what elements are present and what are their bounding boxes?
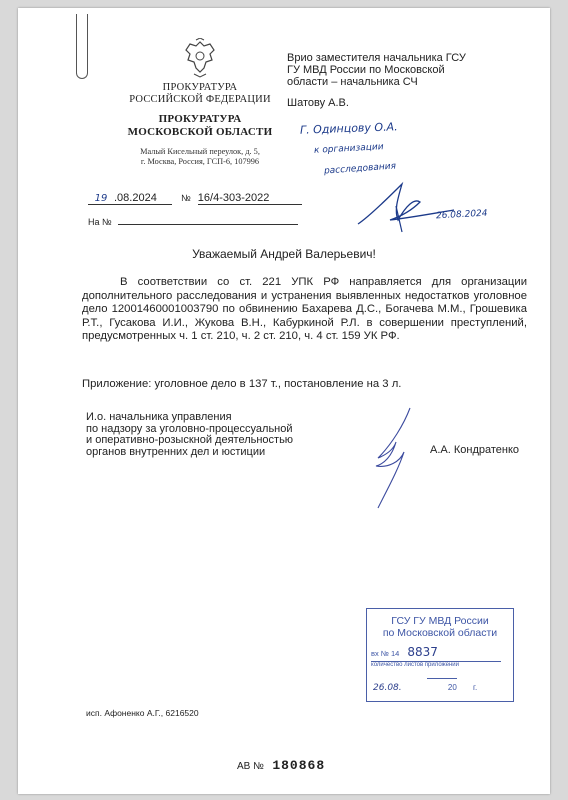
attachment-line: Приложение: уголовное дело в 137 т., постановление на 3 л. [82,378,402,390]
resolution-date: 26.08.2024 [435,208,488,222]
reference-date: .08.2024 [114,192,172,205]
addressee-line1: Врио заместителя начальника ГСУ [287,52,466,64]
registration-stamp [366,608,514,702]
reference-na-line [118,215,298,225]
reference-day: 19 [94,193,108,204]
reference-no-label: № [181,193,191,203]
reference-na-row [88,215,298,227]
reference-row [88,192,302,205]
stamp-in-row [371,645,513,659]
signature-name: А.А. Кондратенко [430,444,520,456]
serial-label: АВ № [237,761,264,772]
organization-header [88,82,312,167]
serial-row [237,756,325,774]
addressee-line3: области – начальника СЧ [287,76,418,88]
stamp-in-number: 8837 [407,645,438,659]
addressee-line2: ГУ МВД России по Московской [287,64,445,76]
org-address-line2: г. Москва, Россия, ГСП-6, 107996 [140,157,260,166]
org-name-bold2: МОСКОВСКОЙ ОБЛАСТИ [127,126,273,138]
greeting: Уважаемый Андрей Валерьевич! [192,247,376,261]
resolution-line3: расследования [323,161,397,177]
reference-number: 16/4-303-2022 [198,192,302,205]
signature-title-line2: по надзору за уголовно-процессуальной [86,422,293,435]
reference-na-label: На № [88,217,112,227]
executor-line: исп. Афоненко А.Г., 6216520 [86,708,199,718]
main-paragraph: В соответствии со ст. 221 УПК РФ направляется для организации дополнительного расследования и устранения выявленных недостатков уголовное дело 12001460001003790 по обвинению Бахарева Д.С., Богачева М.М., Грошевика Р.Т., Гусакова И.И., Жукова В.Н., Кабуркиной Р.Л. в совершении преступлений, предусмотренных ч. 1 ст. 210, ч. 2 ст. 210, ч. 4 ст. 159 УК РФ. [82,276,527,342]
signature-title [86,412,346,458]
addressee-block [287,52,537,109]
signature-title-line1: И.о. начальника управления [86,411,232,423]
resolution-line1: Г. Одинцову О.А. [299,120,398,137]
signature-title-line4: органов внутренних дел и юстиции [86,445,266,458]
stamp-line1: ГСУ ГУ МВД России [391,615,489,627]
resolution-line2: к организации [313,142,384,156]
stamp-line2: по Московской области [382,627,498,639]
stamp-year-suffix: 20 [447,683,457,692]
addressee-name: Шатову А.В. [287,97,349,109]
stamp-date-hand: 26.08. [373,683,402,693]
paper-clip-icon [76,14,88,79]
serial-number: 180868 [272,758,326,773]
document-page [18,8,550,794]
stamp-sheets-line [427,678,457,679]
resolution-signature [350,176,460,236]
org-name-line1: ПРОКУРАТУРА [162,82,238,93]
org-address-line1: Малый Кисельный переулок, д. 5, [140,147,260,156]
stamp-sheets-label: количество листов приложений [371,661,501,668]
stamp-year-g: г. [473,683,478,692]
signature-title-line3: и оперативно-розыскной деятельностью [86,434,294,446]
org-name-line2: РОССИЙСКОЙ ФЕДЕРАЦИИ [129,94,271,105]
stamp-date-row [373,683,513,693]
stamp-in-label: вх № 14 [371,649,400,658]
coat-of-arms-icon [182,38,218,78]
handwritten-signature [348,404,438,514]
org-name-bold1: ПРОКУРАТУРА [158,113,242,125]
